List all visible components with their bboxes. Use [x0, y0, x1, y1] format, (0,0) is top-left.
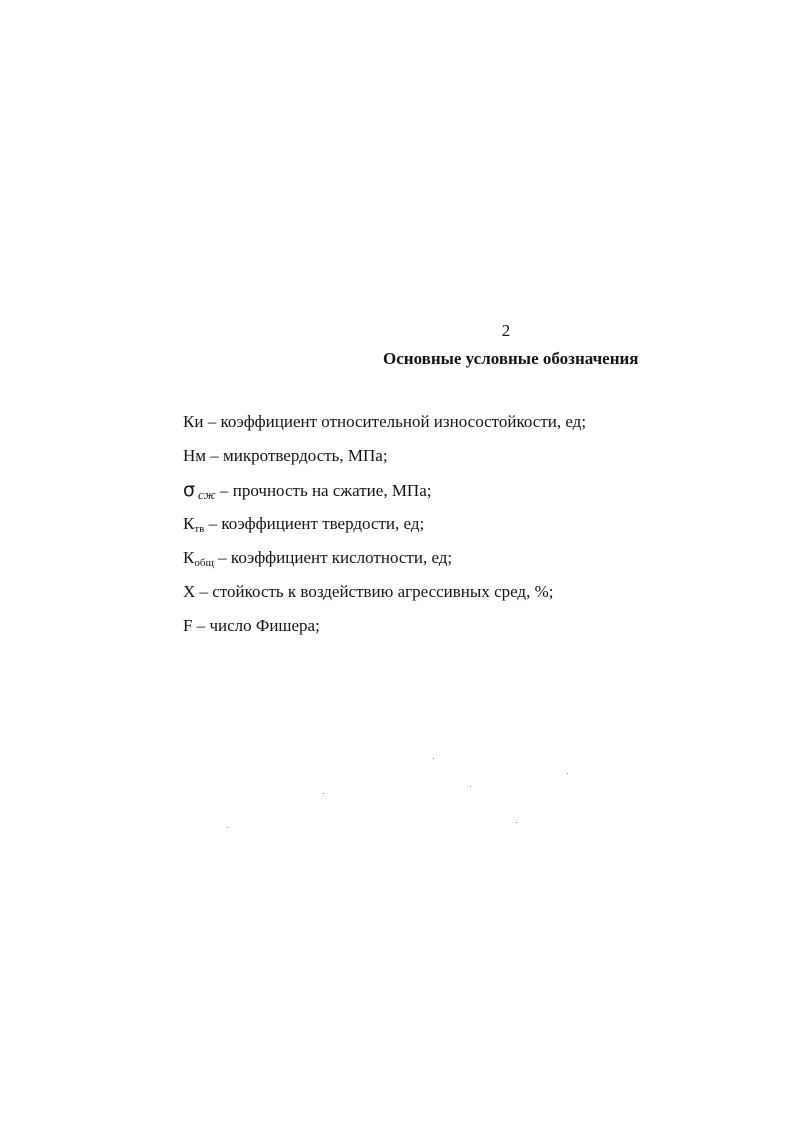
notation-symbol: Ки	[183, 412, 204, 431]
notation-item-kobsch	[183, 546, 586, 580]
notation-subscript: сж	[198, 487, 216, 502]
scan-speck	[433, 758, 434, 759]
notation-description: – прочность на сжатие, МПа;	[215, 481, 432, 500]
notation-description: – число Фишера;	[192, 616, 320, 635]
notation-item-f	[183, 614, 586, 648]
notation-subscript: тв	[194, 523, 205, 535]
scan-speck	[227, 827, 228, 828]
notation-symbol: X	[183, 582, 196, 601]
notation-item-x	[183, 580, 586, 614]
notation-item-ki	[183, 410, 586, 444]
notation-symbol: F	[183, 616, 193, 635]
notation-symbol: Нм	[183, 446, 207, 465]
scan-speck	[470, 786, 471, 787]
notation-description: – стойкость к воздействию агрессивных сред, %;	[195, 582, 554, 601]
notation-description: – коэффициент относительной износостойкости, ед;	[203, 412, 587, 431]
notation-description: – коэффициент твердости, ед;	[204, 514, 425, 533]
scan-speck	[567, 773, 568, 774]
scan-speck	[323, 793, 324, 794]
scan-speck	[516, 822, 517, 823]
notation-symbol: σ	[183, 479, 196, 501]
notation-item-ktv	[183, 512, 586, 546]
notation-symbol: К	[183, 548, 195, 567]
notation-subscript: общ	[194, 557, 214, 569]
page-number: 2	[501, 321, 511, 340]
notation-item-hm	[183, 444, 586, 478]
notation-description: – коэффициент кислотности, ед;	[213, 548, 453, 567]
notation-item-sigma	[183, 478, 586, 512]
notation-list	[183, 410, 586, 648]
section-title: Основные условные обозначения	[383, 349, 639, 368]
notation-symbol: К	[183, 514, 195, 533]
notation-description: – микротвердость, МПа;	[206, 446, 388, 465]
